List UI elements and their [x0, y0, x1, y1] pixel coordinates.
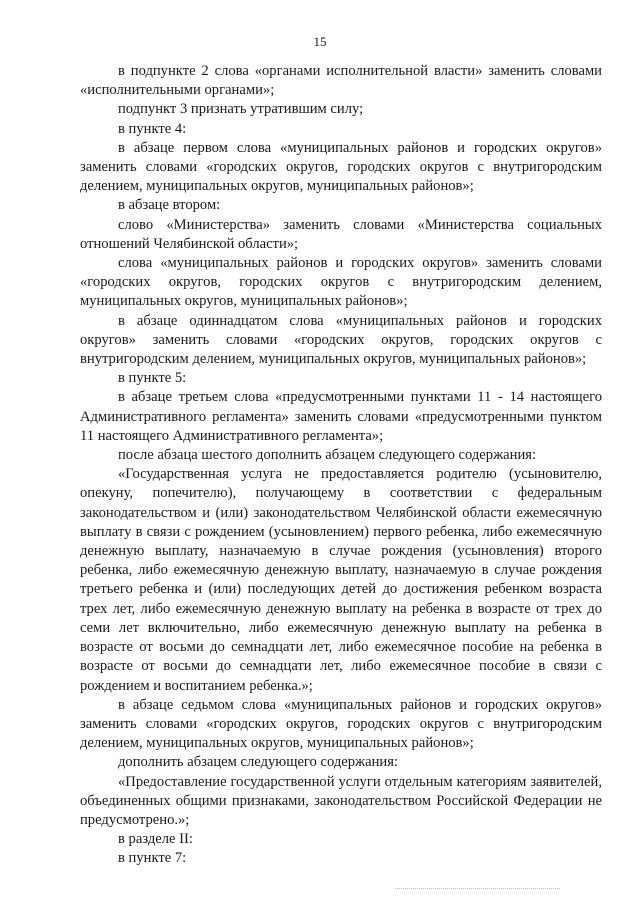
paragraph-new-text-not-provided: «Государственная услуга не предоставляется родителю (усыновителю, опекуну, попечителю), получающему в соответствии с федеральным законодательством и (или) законодательством Челябинской области ежемесячную выплату в связи с рождением (усыновлением) первого ребенка, либо ежемесячную денежную выплату, назначаемую в случае рождения (усыновления) второго ребенка, либо ежемесячную денежную выплату, назначаемую в случае рождения третьего ребенка и (или) последующих детей до достижения ребенком возраста трех лет, либо ежемесячную денежную выплату на ребенка в возрасте от трех до семи лет включительно, либо ежемесячную денежную выплату на ребенка в возрасте от восьми до семнадцати лет, либо ежемесячное пособие на ребенка в возрасте от восьми до семнадцати лет, либо ежемесячное пособие в связи с рождением и воспитанием ребенка.»; — [80, 466, 602, 694]
paragraph-subitem-2: в подпункте 2 слова «органами исполнительной власти» заменить словами «исполнительными органами»; — [80, 63, 602, 99]
paragraph-ministry-word: слово «Министерства» заменить словами «Министерства социальных отношений Челябинской области»; — [80, 216, 602, 252]
paragraph-item-5-third: в абзаце третьем слова «предусмотренными пунктами 11 - 14 настоящего Административного регламента» заменить словами «предусмотренными пунктом 11 настоящего Административного регламента»; — [80, 389, 602, 444]
paragraph-item-4-second-heading: в абзаце втором: — [118, 197, 221, 214]
paragraph-new-text-categories: «Предоставление государственной услуги отдельным категориям заявителей, объединенных общими признаками, законодательством Российской Федерации не предусмотрено.»; — [80, 773, 602, 828]
paragraph-item-4-first: в абзаце первом слова «муниципальных районов и городских округов» заменить словами «городских округов, городских округов с внутригородским делением, муниципальных округов, муниципальных районов»; — [80, 139, 602, 195]
paragraph-item-4-heading: в пункте 4: — [118, 120, 187, 137]
paragraph-item-7: в пункте 7: — [118, 850, 187, 867]
paragraph-section-2: в разделе II: — [118, 831, 193, 848]
paragraph-item-5-heading: в пункте 5: — [118, 370, 187, 387]
paragraph-districts-words: слова «муниципальных районов и городских округов» заменить словами «городских округов, городских округов с внутригородским делением, муниципальных округов, муниципальных районов»; — [80, 255, 602, 310]
paragraph-item-4-eleventh: в абзаце одиннадцатом слова «муниципальных районов и городских округов» заменить словами «городских округов, городских округов с внутригородским делением, муниципальных округов, муниципальных районов»; — [80, 312, 602, 368]
paragraph-add-abzac: дополнить абзацем следующего содержания: — [118, 754, 398, 771]
document-body — [80, 62, 602, 869]
paragraph-item-5-seventh: в абзаце седьмом слова «муниципальных районов и городских округов» заменить словами «городских округов, городских округов с внутригородским делением, муниципальных округов, муниципальных районов»; — [80, 696, 602, 752]
paragraph-subitem-3: подпункт 3 признать утратившим силу; — [118, 101, 364, 118]
footer-divider — [395, 888, 560, 889]
page-number: 15 — [313, 34, 327, 49]
paragraph-after-sixth: после абзаца шестого дополнить абзацем следующего содержания: — [118, 447, 537, 464]
